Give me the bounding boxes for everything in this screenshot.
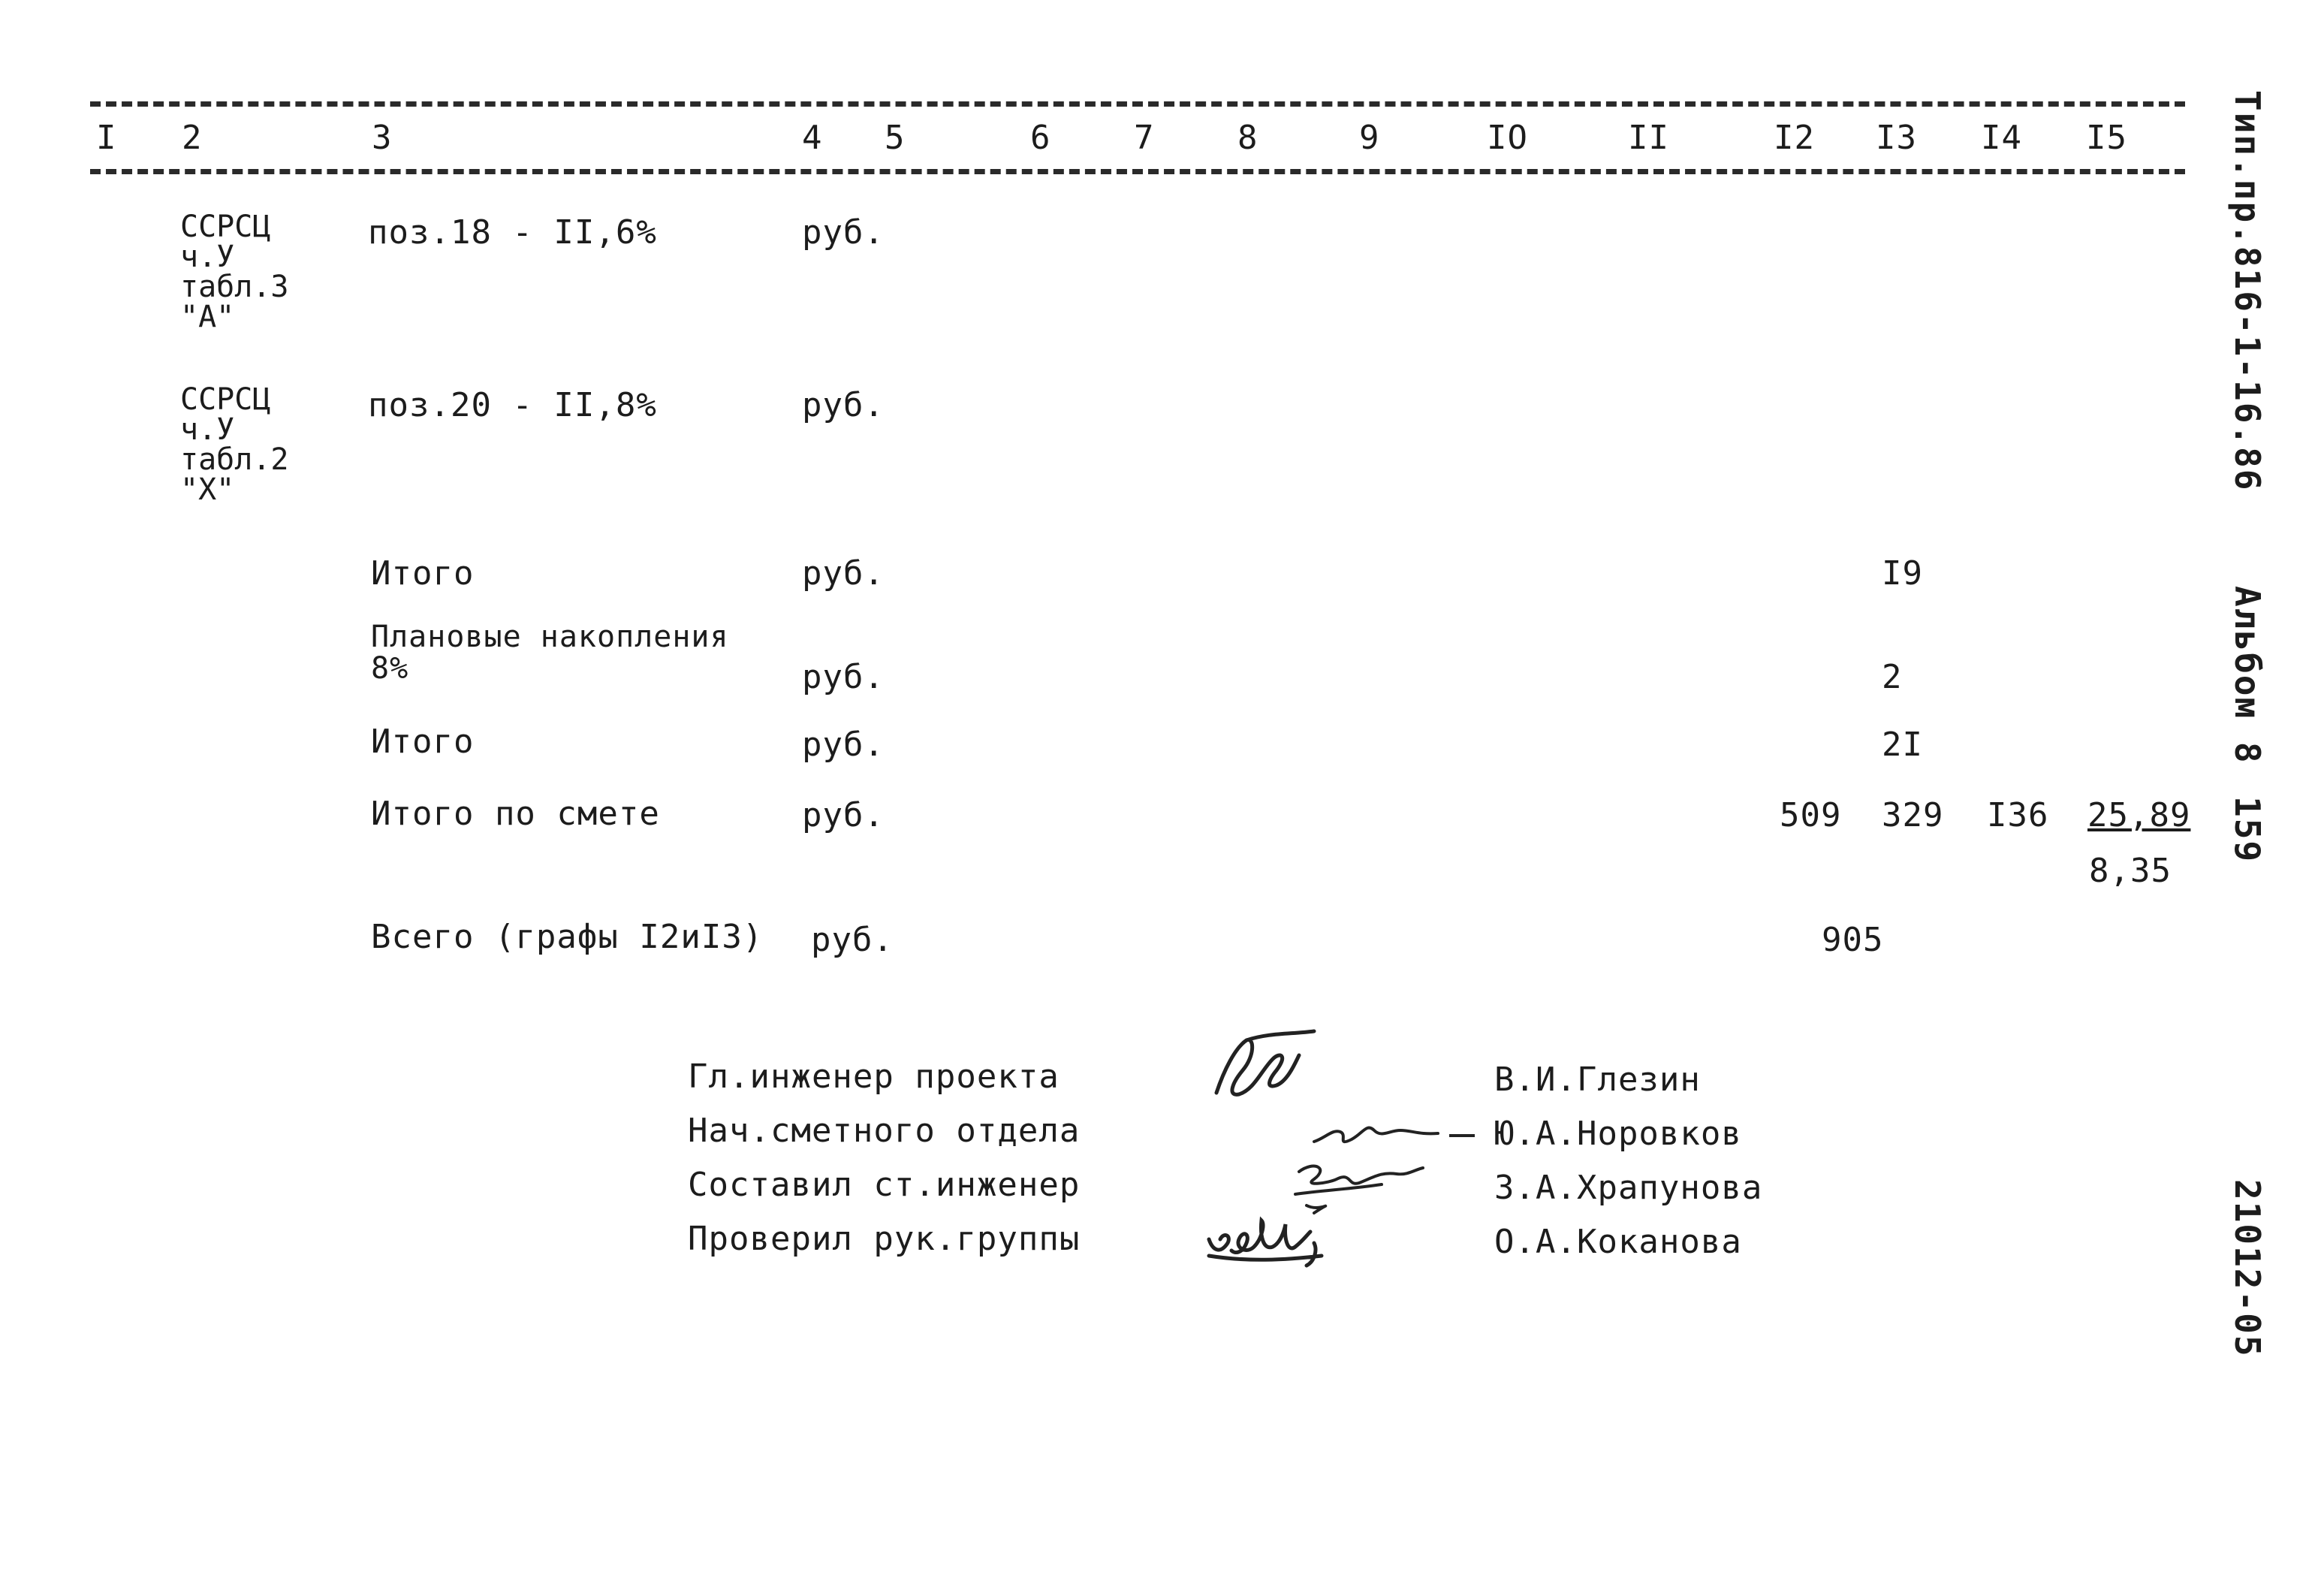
signer-role: Составил ст.инженер bbox=[688, 1166, 1081, 1204]
row-reference bbox=[180, 212, 345, 332]
ref-line: "Х" bbox=[180, 472, 235, 507]
total-col13: 2I bbox=[1882, 726, 1923, 764]
ref-line: табл.3 bbox=[180, 270, 289, 304]
column-header: I bbox=[96, 119, 117, 157]
total-col12: 905 bbox=[1822, 921, 1884, 959]
signature-kokanova bbox=[1201, 1209, 1352, 1269]
ref-line: "А" bbox=[180, 300, 235, 334]
total-label: Итого по смете bbox=[371, 795, 660, 833]
total-unit: руб. bbox=[802, 796, 885, 834]
signer-role: Проверил рук.группы bbox=[688, 1220, 1081, 1258]
column-header: 5 bbox=[885, 119, 906, 157]
ref-line: ССРСЦ bbox=[180, 210, 271, 244]
column-header: I2 bbox=[1774, 119, 1815, 157]
total-col13: I9 bbox=[1882, 554, 1923, 593]
column-header: 8 bbox=[1237, 119, 1258, 157]
total-col12: 509 bbox=[1780, 796, 1842, 834]
total-unit: руб. bbox=[802, 726, 885, 764]
column-header: I4 bbox=[1981, 119, 2022, 157]
row-description: поз.18 - II,6% bbox=[368, 213, 657, 252]
signer-dash bbox=[1449, 1134, 1475, 1137]
total-unit: руб. bbox=[802, 554, 885, 593]
row-description: поз.20 - II,8% bbox=[368, 386, 657, 424]
signature-glezin bbox=[1201, 1025, 1337, 1108]
signer-name: Ю.А.Норовков bbox=[1494, 1115, 1742, 1153]
doc-code: Тип.пр.816-1-16.86 bbox=[2227, 90, 2268, 492]
header-top-rule bbox=[90, 101, 2185, 107]
signer-name: В.И.Глезин bbox=[1494, 1061, 1701, 1099]
ref-line: ССРСЦ bbox=[180, 382, 271, 417]
album-label: Альбом 8 bbox=[2227, 586, 2268, 765]
column-header: 9 bbox=[1359, 119, 1380, 157]
column-header: 2 bbox=[182, 119, 203, 157]
total-unit: руб. bbox=[802, 658, 885, 696]
row-reference bbox=[180, 382, 345, 507]
total-label: 8% bbox=[371, 651, 409, 686]
row-unit: руб. bbox=[802, 213, 885, 252]
column-header: IO bbox=[1487, 119, 1528, 157]
signer-role: Гл.инженер проекта bbox=[688, 1057, 1060, 1096]
column-header: 6 bbox=[1030, 119, 1051, 157]
total-label: Итого bbox=[371, 554, 475, 593]
column-header: II bbox=[1628, 119, 1669, 157]
total-col15: 25,89 bbox=[2087, 796, 2191, 834]
header-bottom-rule bbox=[90, 169, 2185, 174]
total-col13: 329 bbox=[1882, 796, 1944, 834]
ref-line: табл.2 bbox=[180, 442, 289, 477]
ref-line: ч.У bbox=[180, 412, 235, 447]
column-header: 7 bbox=[1134, 119, 1155, 157]
row-unit: руб. bbox=[802, 386, 885, 424]
inventory-number: 21012-05 bbox=[2227, 1179, 2268, 1358]
total-label: Плановые накопления bbox=[371, 620, 729, 654]
column-header: I3 bbox=[1876, 119, 1917, 157]
page-number: 159 bbox=[2227, 796, 2268, 864]
column-header: 4 bbox=[802, 119, 823, 157]
total-col14: I36 bbox=[1987, 796, 2049, 834]
total-col15: 8,35 bbox=[2089, 852, 2172, 890]
total-label: Всего (графы I2иI3) bbox=[371, 918, 764, 956]
total-col13: 2 bbox=[1882, 658, 1903, 696]
signer-role: Нач.сметного отдела bbox=[688, 1112, 1081, 1150]
total-unit: руб. bbox=[811, 921, 894, 959]
signer-name: О.А.Коканова bbox=[1494, 1223, 1742, 1261]
column-header: I5 bbox=[2086, 119, 2127, 157]
total-label: Итого bbox=[371, 723, 475, 761]
signer-name: З.А.Храпунова bbox=[1494, 1169, 1763, 1207]
ref-line: ч.У bbox=[180, 240, 235, 274]
column-header: 3 bbox=[372, 119, 393, 157]
